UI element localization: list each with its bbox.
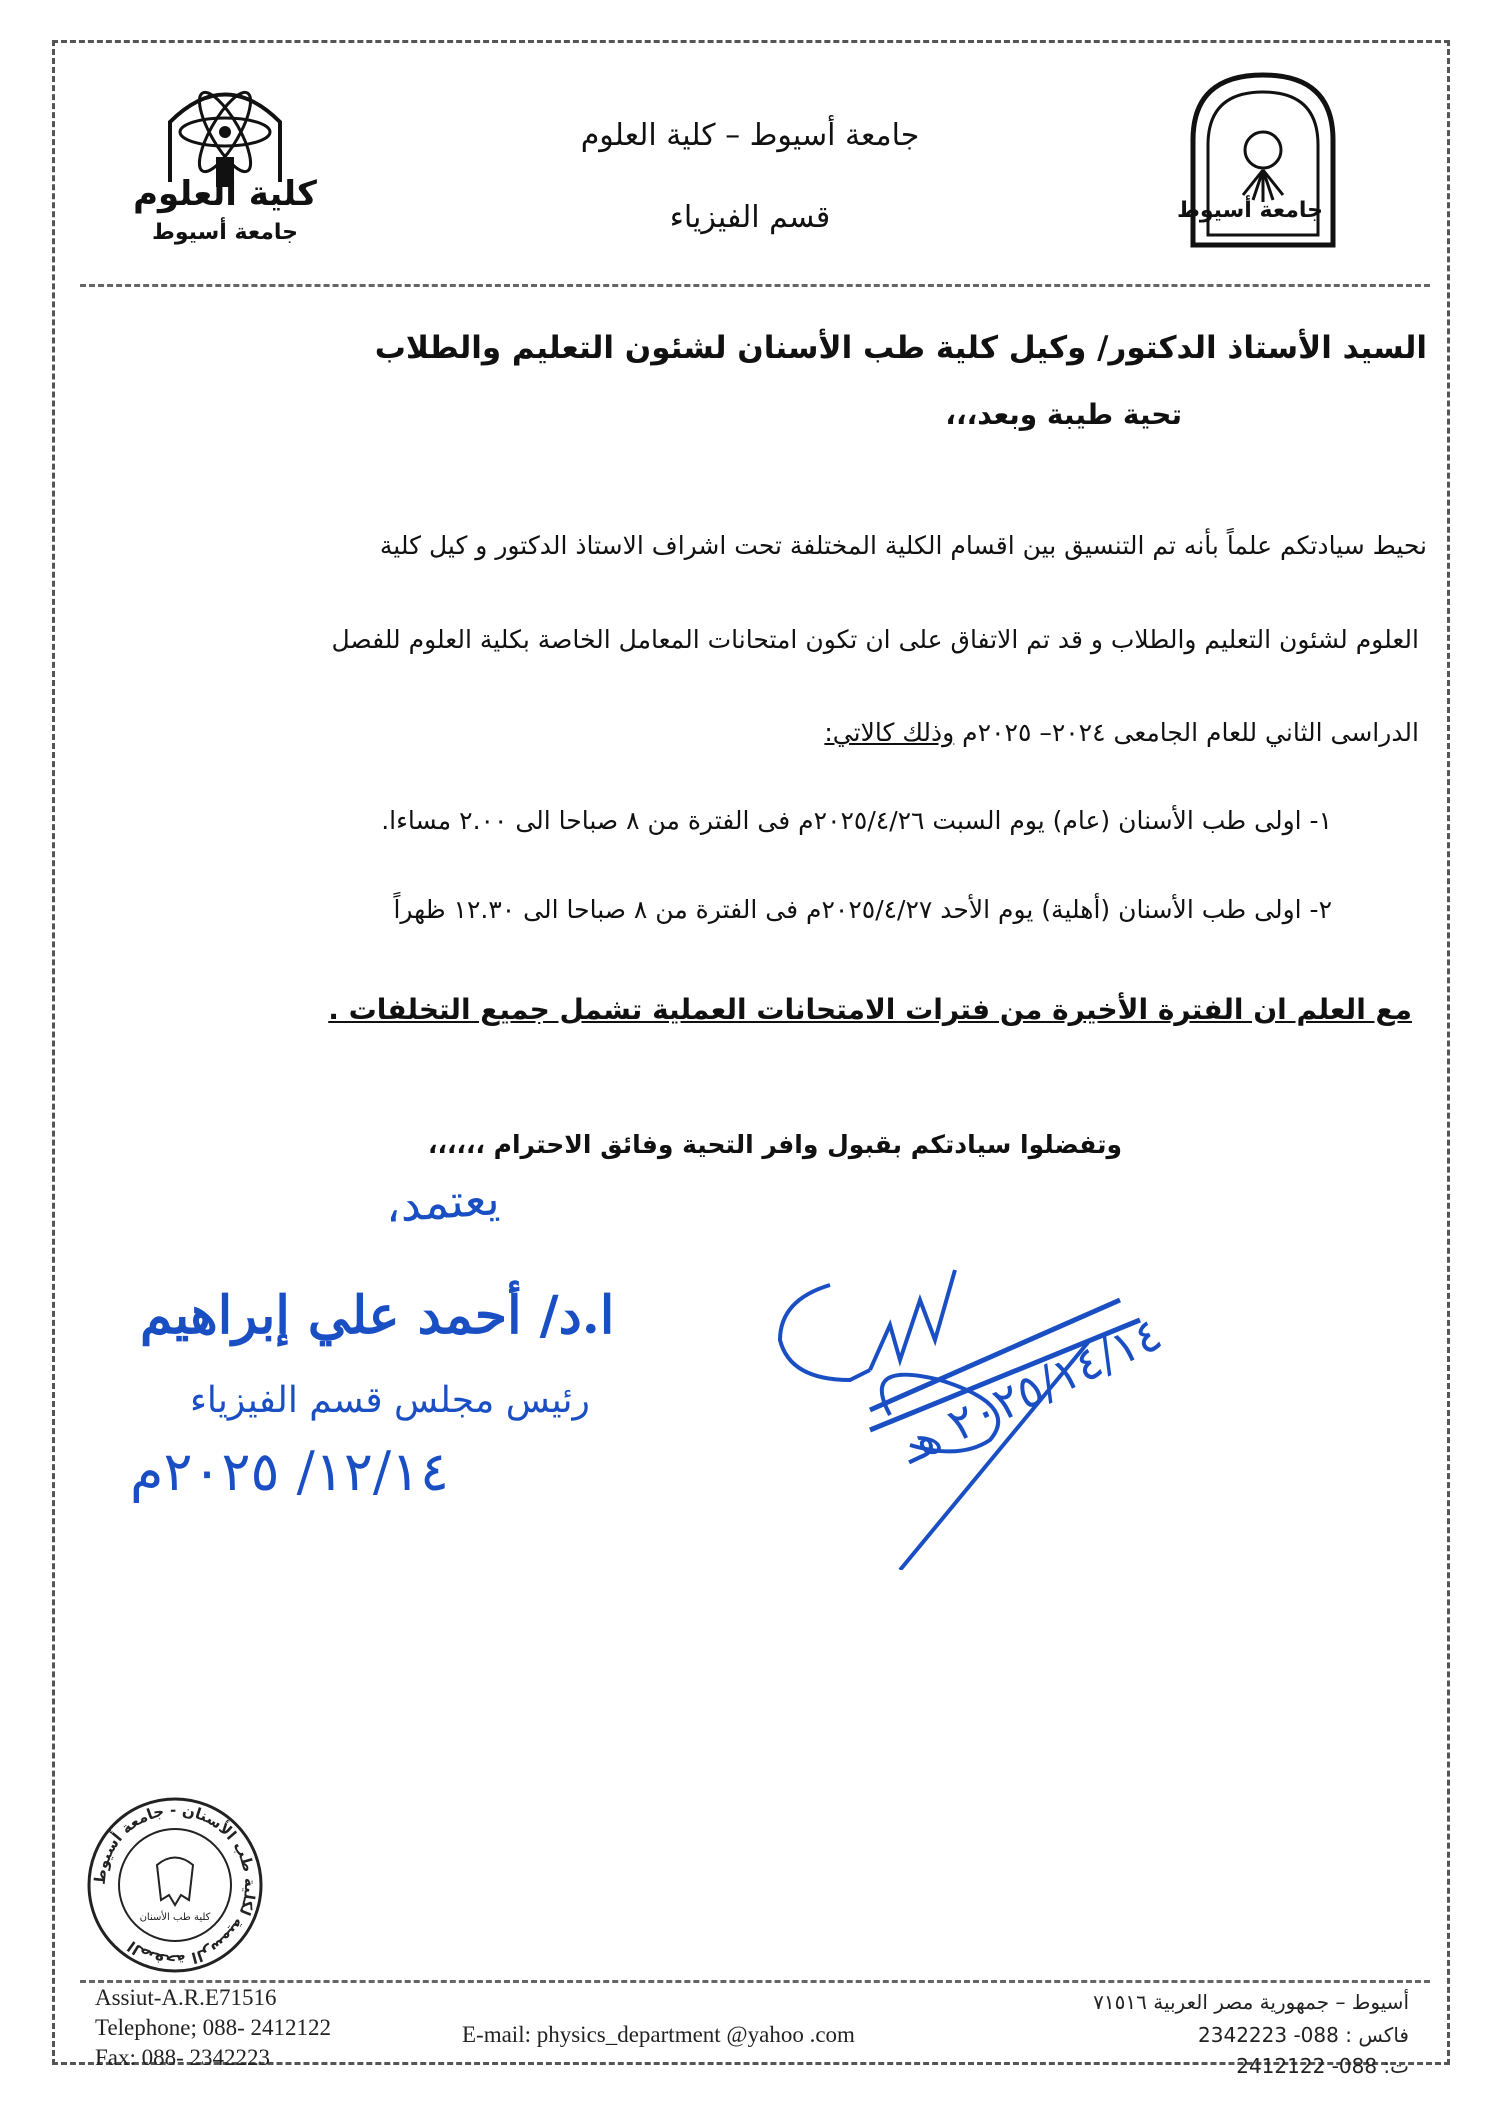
approve-note: يعتمد، xyxy=(383,1171,502,1233)
note: مع العلم ان الفترة الأخيرة من فترات الامتحانات العملية تشمل جميع التخلفات . xyxy=(328,993,1412,1026)
svg-text:الصفحة الرسمية لكلية طب الأسنا xyxy=(91,1801,259,1969)
logo-left-text-1: كلية العلوم xyxy=(133,174,317,214)
footer-telephone-en: Telephone; 088- 2412122 xyxy=(95,2015,332,2040)
exam-item-2: ٢- اولى طب الأسنان (أهلية) يوم الأحد ٢٠٢٥/٤/٢٧م فى الفترة من ٨ صباحا الى ١٢.٣٠ ظهراً xyxy=(393,895,1332,924)
logo-left-text-2: جامعة أسيوط xyxy=(152,220,298,245)
university-line: جامعة أسيوط – كلية العلوم xyxy=(580,118,920,153)
signatory-name: ا.د/ أحمد علي إبراهيم xyxy=(140,1285,615,1346)
signatory-title: رئيس مجلس قسم الفيزياء xyxy=(190,1380,590,1421)
body-line-2: العلوم لشئون التعليم والطلاب و قد تم الاتفاق على ان تكون امتحانات المعامل الخاصة بكلية العلوم للفصل xyxy=(331,625,1419,654)
body-line-3 xyxy=(824,718,1419,747)
dean-date: ٢٠٢٥/١٤/١٤ هـ xyxy=(892,1306,1170,1474)
footer-tel-ar: ت: 088- 2412122 xyxy=(1236,2054,1409,2078)
footer-divider xyxy=(80,1980,1430,1983)
greeting: تحية طيبة وبعد،،، xyxy=(945,398,1182,431)
body-line-3-b: وذلك كالاتي: xyxy=(824,718,955,747)
footer-address-en: Assiut-A.R.E71516 xyxy=(95,1985,277,2010)
faculty-of-science-logo xyxy=(130,62,320,252)
department-line: قسم الفيزياء xyxy=(669,200,831,235)
addressee: السيد الأستاذ الدكتور/ وكيل كلية طب الأسنان لشئون التعليم والطلاب xyxy=(374,330,1427,366)
body-line-1: نحيط سيادتكم علماً بأنه تم التنسيق بين اقسام الكلية المختلفة تحت اشراف الاستاذ الدكتور و كيل كلية xyxy=(379,531,1427,560)
footer-fax-ar: فاكس : 088- 2342223 xyxy=(1198,2023,1409,2047)
official-stamp xyxy=(85,1795,265,1975)
body-line-3-a: الدراسى الثاني للعام الجامعى ٢٠٢٤– ٢٠٢٥م xyxy=(954,718,1419,747)
footer-address-ar: أسيوط – جمهورية مصر العربية ٧١٥١٦ xyxy=(1093,1990,1409,2014)
header-divider xyxy=(80,284,1430,287)
footer-email: E-mail: physics_department @yahoo .com xyxy=(462,2022,855,2047)
footer-fax-en: Fax: 088- 2342223 xyxy=(95,2045,271,2070)
signatory-date: ١٢/١٤/ ٢٠٢٥م xyxy=(130,1440,450,1503)
stamp-ring-text: الصفحة الرسمية لكلية طب الأسنان - جامعة أسيوط xyxy=(90,1800,260,1970)
sun-icon xyxy=(1245,132,1281,168)
logo-right-text: جامعة أسيوط xyxy=(1177,198,1323,223)
stamp-inner-text: كلية طب الأسنان xyxy=(139,1912,211,1923)
assiut-university-logo xyxy=(1177,70,1338,250)
exam-item-1: ١- اولى طب الأسنان (عام) يوم السبت ٢٠٢٥/٤/٢٦م فى الفترة من ٨ صباحا الى ٢.٠٠ مساءا. xyxy=(381,806,1332,835)
tooth-icon xyxy=(157,1858,193,1906)
closing: وتفضلوا سيادتكم بقبول وافر التحية وفائق الاحترام ،،،،،، xyxy=(427,1130,1122,1159)
